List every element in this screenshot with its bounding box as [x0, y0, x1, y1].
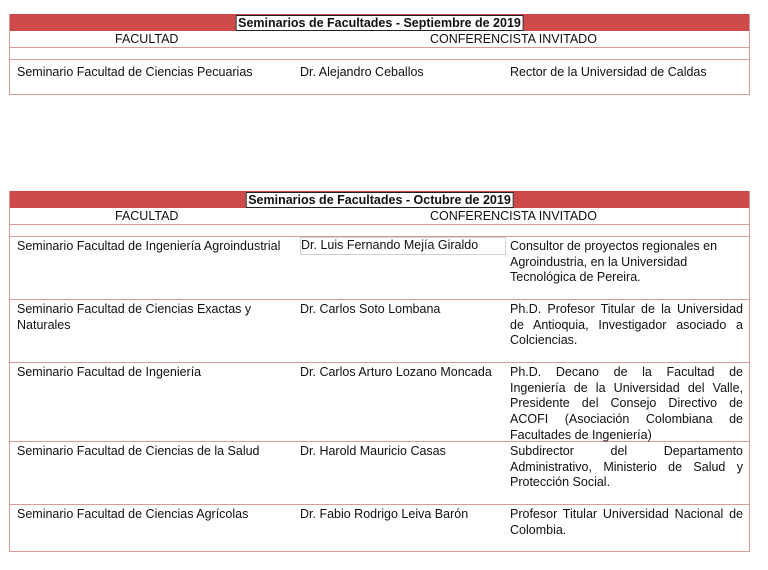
cell-facultad: Seminario Facultad de Ingeniería Agroindustrial — [17, 239, 281, 253]
cell-cargo: Profesor Titular Universidad Nacional de Colombia. — [510, 507, 743, 537]
cell-conferencista: Dr. Harold Mauricio Casas — [300, 444, 446, 458]
table-row — [10, 300, 749, 363]
cell-conferencista: Dr. Alejandro Ceballos — [300, 65, 424, 79]
table-title: Seminarios de Facultades - Octubre de 2019 — [245, 192, 514, 208]
table-row — [10, 237, 749, 300]
table-row — [10, 60, 749, 94]
header-conferencista: CONFERENCISTA INVITADO — [430, 209, 597, 223]
cell-cargo: Rector de la Universidad de Caldas — [510, 65, 707, 79]
cell-cargo: Subdirector del Departamento Administrativo, Ministerio de Salud y Protección Social. — [510, 444, 743, 490]
table-septiembre — [9, 14, 750, 95]
cell-conferencista: Dr. Carlos Arturo Lozano Moncada — [300, 365, 492, 379]
cell-facultad: Seminario Facultad de Ciencias Pecuarias — [17, 65, 253, 79]
table-row — [10, 363, 749, 442]
spacer-row — [10, 48, 749, 60]
table-row — [10, 505, 749, 551]
cell-cargo: Ph.D. Decano de la Facultad de Ingeniería de la Universidad del Valle, Presidente del Consejo Directivo de ACOFI (Asociación Colombiana de Facultades de Ingeniería) — [510, 365, 743, 442]
cell-conferencista: Dr. Carlos Soto Lombana — [300, 302, 441, 316]
table-header — [10, 31, 749, 48]
header-conferencista: CONFERENCISTA INVITADO — [430, 32, 597, 46]
table-row — [10, 442, 749, 505]
table-title-bar — [10, 14, 749, 31]
table-octubre — [9, 191, 750, 552]
table-title-bar — [10, 191, 749, 208]
table-title: Seminarios de Facultades - Septiembre de 2019 — [235, 15, 524, 31]
cell-facultad: Seminario Facultad de Ciencias de la Salud — [17, 444, 260, 458]
spacer-row — [10, 225, 749, 237]
cell-conferencista: Dr. Luis Fernando Mejía Giraldo — [301, 238, 505, 254]
cell-facultad: Seminario Facultad de Ingeniería — [17, 365, 202, 379]
cell-cargo: Consultor de proyectos regionales en Agroindustria, en la Universidad Tecnológica de Pereira. — [510, 239, 718, 285]
cell-conferencista: Dr. Fabio Rodrigo Leiva Barón — [300, 507, 469, 521]
table-header — [10, 208, 749, 225]
header-facultad: FACULTAD — [115, 209, 179, 223]
cell-facultad: Seminario Facultad de Ciencias Agrícolas — [17, 507, 249, 521]
header-facultad: FACULTAD — [115, 32, 179, 46]
cell-facultad: Seminario Facultad de Ciencias Exactas y Naturales — [17, 302, 252, 332]
cell-cargo: Ph.D. Profesor Titular de la Universidad de Antioquia, Investigador asociado a Colciencias. — [510, 302, 743, 348]
